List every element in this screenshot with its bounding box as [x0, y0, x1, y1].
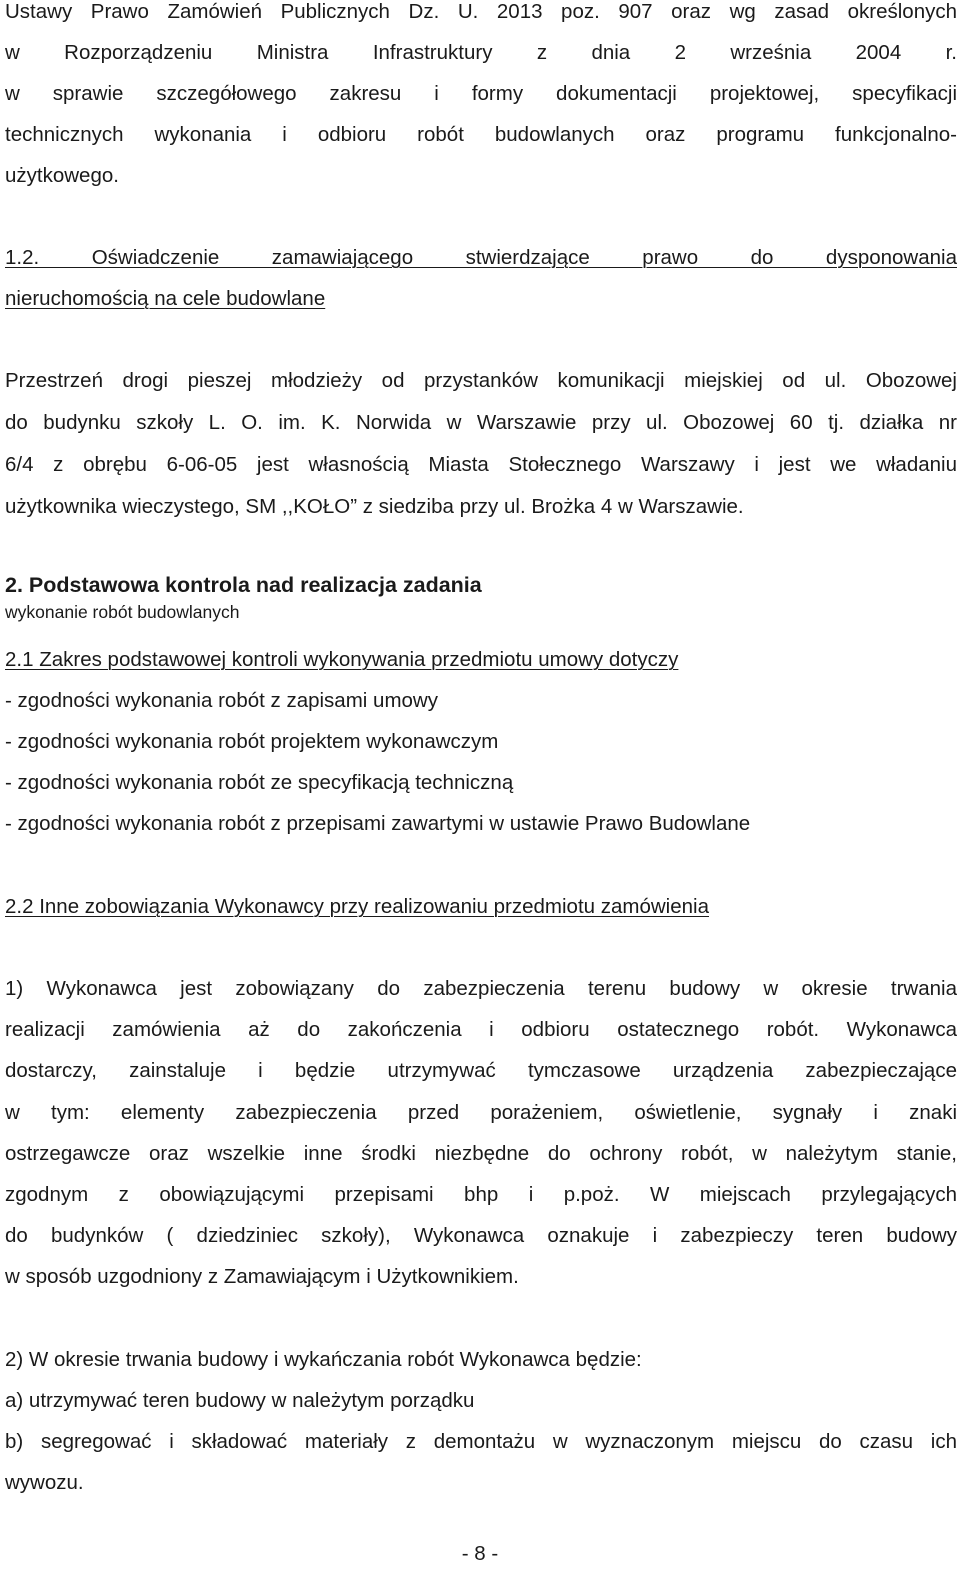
section-2-2-heading: 2.2 Inne zobowiązania Wykonawcy przy realizowaniu przedmiotu zamówienia [5, 895, 709, 918]
intro-line-1: Ustawy Prawo Zamówień Publicznych Dz. U. 2013 poz. 907 oraz wg zasad określonych [5, 0, 957, 23]
section-2-2-para2-line-2: a) utrzymywać teren budowy w należytym porządku [5, 1389, 475, 1412]
section-1-2-body-line-3: 6/4 z obrębu 6-06-05 jest własnością Miasta Stołecznego Warszawy i jest we władaniu [5, 453, 957, 476]
section-2-title: 2. Podstawowa kontrola nad realizacja zadania [5, 573, 482, 597]
intro-line-3: w sprawie szczegółowego zakresu i formy dokumentacji projektowej, specyfikacji [5, 82, 957, 105]
section-2-1-heading: 2.1 Zakres podstawowej kontroli wykonywania przedmiotu umowy dotyczy [5, 648, 679, 671]
page-number: - 8 - [461, 1542, 499, 1565]
section-2-1-item-2: - zgodności wykonania robót projektem wykonawczym [5, 730, 499, 753]
section-1-2-heading-line-2: nieruchomością na cele budowlane [5, 287, 326, 310]
section-1-2-body-line-1: Przestrzeń drogi pieszej młodzieży od przystanków komunikacji miejskiej od ul. Obozowej [5, 369, 957, 392]
section-2-2-para2-line-1: 2) W okresie trwania budowy i wykańczania robót Wykonawca będzie: [5, 1348, 642, 1371]
section-2-2-para1-line-2: realizacji zamówienia aż do zakończenia i odbioru ostatecznego robót. Wykonawca [5, 1018, 957, 1041]
section-2-2-para1-line-4: w tym: elementy zabezpieczenia przed porażeniem, oświetlenie, sygnały i znaki [5, 1101, 957, 1124]
section-2-2-para1-line-1: 1) Wykonawca jest zobowiązany do zabezpieczenia terenu budowy w okresie trwania [5, 977, 957, 1000]
section-2-2-para2-line-4: wywozu. [5, 1471, 84, 1494]
section-2-2-para1-line-6: zgodnym z obowiązującymi przepisami bhp i p.poż. W miejscach przylegających [5, 1183, 957, 1206]
section-2-2-para1-line-8: w sposób uzgodniony z Zamawiającym i Użytkownikiem. [5, 1265, 519, 1288]
section-2-1-item-3: - zgodności wykonania robót ze specyfikacją techniczną [5, 771, 514, 794]
section-2-2-para1-line-7: do budynków ( dziedziniec szkoły), Wykonawca oznakuje i zabezpieczy teren budowy [5, 1224, 957, 1247]
intro-line-2: w Rozporządzeniu Ministra Infrastruktury z dnia 2 września 2004 r. [5, 41, 957, 64]
intro-line-4: technicznych wykonania i odbioru robót budowlanych oraz programu funkcjonalno- [5, 123, 957, 146]
section-2-2-para2-line-3: b) segregować i składować materiały z demontażu w wyznaczonym miejscu do czasu ich [5, 1430, 957, 1453]
section-2-2-para1-line-5: ostrzegawcze oraz wszelkie inne środki niezbędne do ochrony robót, w należytym stanie, [5, 1142, 957, 1165]
section-2-subtitle: wykonanie robót budowlanych [5, 602, 240, 622]
intro-line-5: użytkowego. [5, 164, 119, 187]
section-2-2-para1-line-3: dostarczy, zainstaluje i będzie utrzymywać tymczasowe urządzenia zabezpieczające [5, 1059, 957, 1082]
section-2-1-item-1: - zgodności wykonania robót z zapisami umowy [5, 689, 438, 712]
section-1-2-body-line-2: do budynku szkoły L. O. im. K. Norwida w Warszawie przy ul. Obozowej 60 tj. działka nr [5, 411, 957, 434]
section-1-2-body-line-4: użytkownika wieczystego, SM ,,KOŁO” z siedziba przy ul. Brożka 4 w Warszawie. [5, 495, 744, 518]
section-2-1-item-4: - zgodności wykonania robót z przepisami zawartymi w ustawie Prawo Budowlane [5, 812, 751, 835]
section-1-2-heading-line-1: 1.2. Oświadczenie zamawiającego stwierdzające prawo do dysponowania [5, 246, 957, 269]
